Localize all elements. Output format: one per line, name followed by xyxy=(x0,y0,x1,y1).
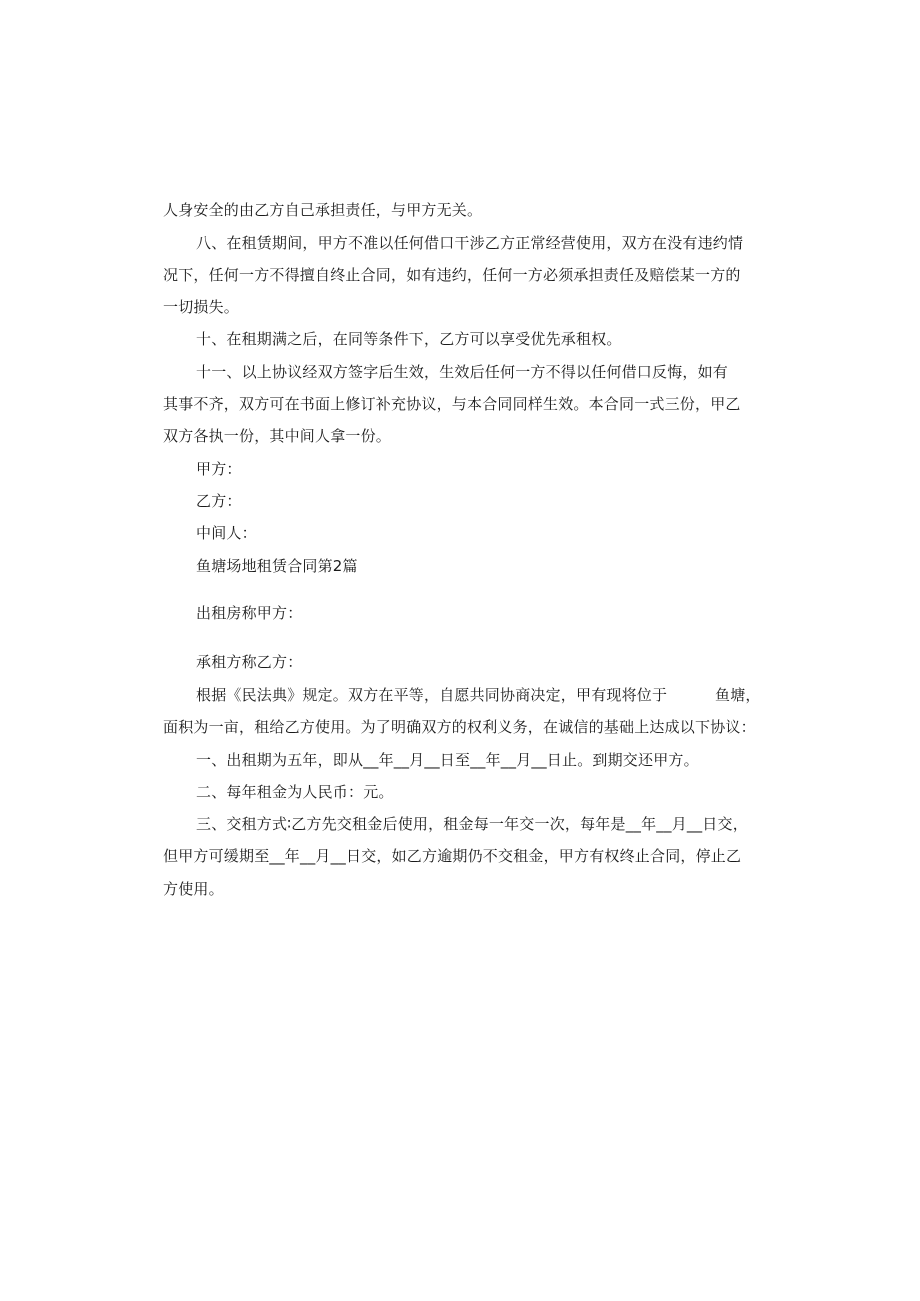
clause-8-line-2: 况下，任何一方不得擅自终止合同，如有违约，任何一方必须承担责任及赔偿某一方的 xyxy=(163,266,741,284)
clause-8-line-3: 一切损失。 xyxy=(163,298,240,316)
clause-8-line-1: 八、在租赁期间，甲方不准以任何借口干涉乙方正常经营使用，双方在没有违约情 xyxy=(196,234,744,252)
clause-11-line-2: 其事不齐，双方可在书面上修订补充协议，与本合同同样生效。本合同一式三份，甲乙 xyxy=(163,395,741,413)
payment-clause-3-line-3: 方使用。 xyxy=(163,880,224,898)
lessor-label: 出租房称甲方： xyxy=(196,604,303,622)
lessee-label: 承租方称乙方： xyxy=(196,653,303,671)
party-a-signature-label: 甲方： xyxy=(196,460,242,478)
clause-10: 十、在租期满之后，在同等条件下，乙方可以享受优先承租权。 xyxy=(196,330,622,348)
rent-clause-2: 二、每年租金为人民币：元。 xyxy=(196,783,394,801)
term-clause-1: 一、出租期为五年，即从__年__月__日至__年__月__日止。到期交还甲方。 xyxy=(196,751,699,769)
party-b-signature-label: 乙方： xyxy=(196,492,242,510)
payment-clause-3-line-1: 三、交租方式∶乙方先交租金后使用，租金每一年交一次，每年是__年__月__日交， xyxy=(196,815,748,833)
middleman-signature-label: 中间人： xyxy=(196,524,257,542)
payment-clause-3-line-2: 但甲方可缓期至__年__月__日交，如乙方逾期仍不交租金，甲方有权终止合同，停止乙 xyxy=(163,847,742,865)
section-title: 鱼塘场地租赁合同第2篇 xyxy=(196,557,358,575)
intro-line-2: 面积为一亩，租给乙方使用。为了明确双方的权利义务，在诚信的基础上达成以下协议： xyxy=(163,718,756,736)
clause-11-line-3: 双方各执一份，其中间人拿一份。 xyxy=(163,427,392,445)
clause-11-line-1: 十一、以上协议经双方签字后生效，生效后任何一方不得以任何借口反悔，如有 xyxy=(196,363,729,381)
text-line-1: 人身安全的由乙方自己承担责任，与甲方无关。 xyxy=(163,201,483,219)
intro-line-1-end: 鱼塘， xyxy=(715,686,761,704)
intro-line-1: 根据《民法典》规定。双方在平等，自愿共同协商决定，甲有现将位于 xyxy=(196,686,668,704)
